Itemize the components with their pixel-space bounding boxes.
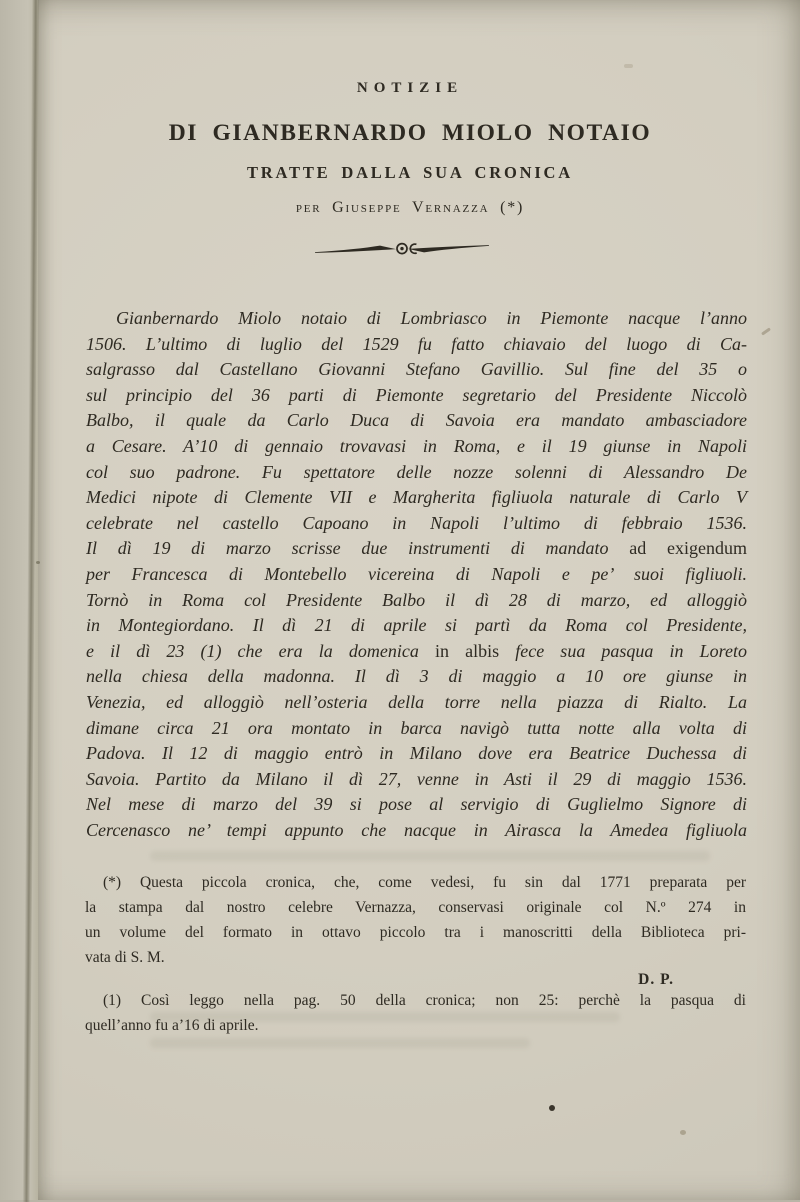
paragraph-line: Venezia, ed alloggiò nell’osteria della torre nella piazza di Rialto. La (86, 691, 747, 712)
paragraph-line: in Montegiordano. Il dì 21 di aprile si partì da Roma col Presidente, (86, 615, 747, 636)
paragraph-line: dimane circa 21 ora montato in barca navigò tutta notte alla volta di (86, 717, 747, 738)
footnote-star (85, 870, 746, 989)
page-title: DI GIANBERNARDO MIOLO NOTAIO (168, 120, 652, 146)
paragraph-line: Nel mese di marzo del 39 si pose al servigio di Guglielmo Signore di (86, 794, 747, 815)
ink-speck (680, 1130, 686, 1135)
footnote-line: quell’anno fu a’16 di aprile. (85, 1017, 259, 1034)
paragraph-line: 1506. L’ultimo di luglio del 1529 fu fatto chiavaio del luogo di Ca- (86, 333, 747, 354)
ink-bleedthrough (150, 1012, 620, 1022)
paragraph-line: Medici nipote di Clemente VII e Margherita figliuola naturale di Carlo V (86, 487, 747, 508)
ink-speck (549, 1105, 555, 1111)
paragraph-line: Il dì 19 di marzo scrisse due instrumenti di mandato ad exigendum (86, 538, 747, 559)
chronicle-paragraph (86, 306, 747, 843)
ink-speck (624, 64, 633, 68)
page-subtitle: TRATTE DALLA SUA CRONICA (247, 163, 573, 182)
paragraph-line: Tornò in Roma col Presidente Balbo il dì 28 di marzo, ed alloggiò (86, 589, 747, 610)
paragraph-line: Balbo, il quale da Carlo Duca di Savoia era mandato ambasciadore (86, 410, 747, 431)
paragraph-line: col suo padrone. Fu spettatore delle nozze solenni di Alessandro De (86, 461, 747, 482)
ink-bleedthrough (150, 1038, 530, 1048)
footnote-signature: D. P. (638, 971, 674, 988)
paragraph-line: salgrasso dal Castellano Giovanni Stefano Gavillio. Sul fine del 35 o (86, 359, 747, 380)
ink-bleedthrough (150, 851, 710, 861)
paragraph-line: a Cesare. A’10 di gennaio trovavasi in Roma, e il 19 giunse in Napoli (86, 435, 747, 456)
footnote-line: la stampa dal nostro celebre Vernazza, conservasi originale col N.º 274 in (85, 899, 746, 916)
footnote-line: un volume del formato in ottavo piccolo tra i manoscritti della Biblioteca pri- (85, 924, 746, 941)
paragraph-line: Padova. Il 12 di maggio entrò in Milano dove era Beatrice Duchessa di (86, 743, 747, 764)
byline: per Giuseppe Vernazza (*) (295, 199, 525, 216)
page-kicker: NOTIZIE (356, 80, 464, 96)
paragraph-line: Savoia. Partito da Milano il dì 27, venne in Asti il 29 di maggio 1536. (86, 768, 747, 789)
footnote-line: vata di S. M. (85, 949, 165, 966)
paragraph-line: per Francesca di Montebello vicereina di Napoli e pe’ suoi figliuoli. (86, 563, 747, 584)
paragraph-line: e il dì 23 (1) che era la domenica in albis fece sua pasqua in Loreto (86, 640, 748, 661)
paragraph-line: Gianbernardo Miolo notaio di Lombriasco in Piemonte nacque l’anno (116, 308, 747, 328)
paragraph-line: celebrate nel castello Capoano in Napoli l’ultimo di febbraio 1536. (86, 512, 747, 533)
ink-speck (36, 561, 40, 564)
footnote-line: (*) Questa piccola cronica, che, come vedesi, fu sin dal 1771 preparata per (103, 874, 746, 891)
paragraph-line: sul principio del 36 parti di Piemonte segretario del Presidente Niccolò (86, 384, 747, 405)
divider-ornament-icon (312, 236, 492, 262)
footnote-line: (1) Così leggo nella pag. 50 della cronica; non 25: perchè la pasqua di (103, 992, 746, 1009)
paragraph-line: nella chiesa della madonna. Il dì 3 di maggio a 10 ore giunse in (86, 666, 747, 687)
paragraph-line: Cercenasco ne’ tempi appunto che nacque in Airasca la Amedea figliuola (86, 819, 747, 840)
